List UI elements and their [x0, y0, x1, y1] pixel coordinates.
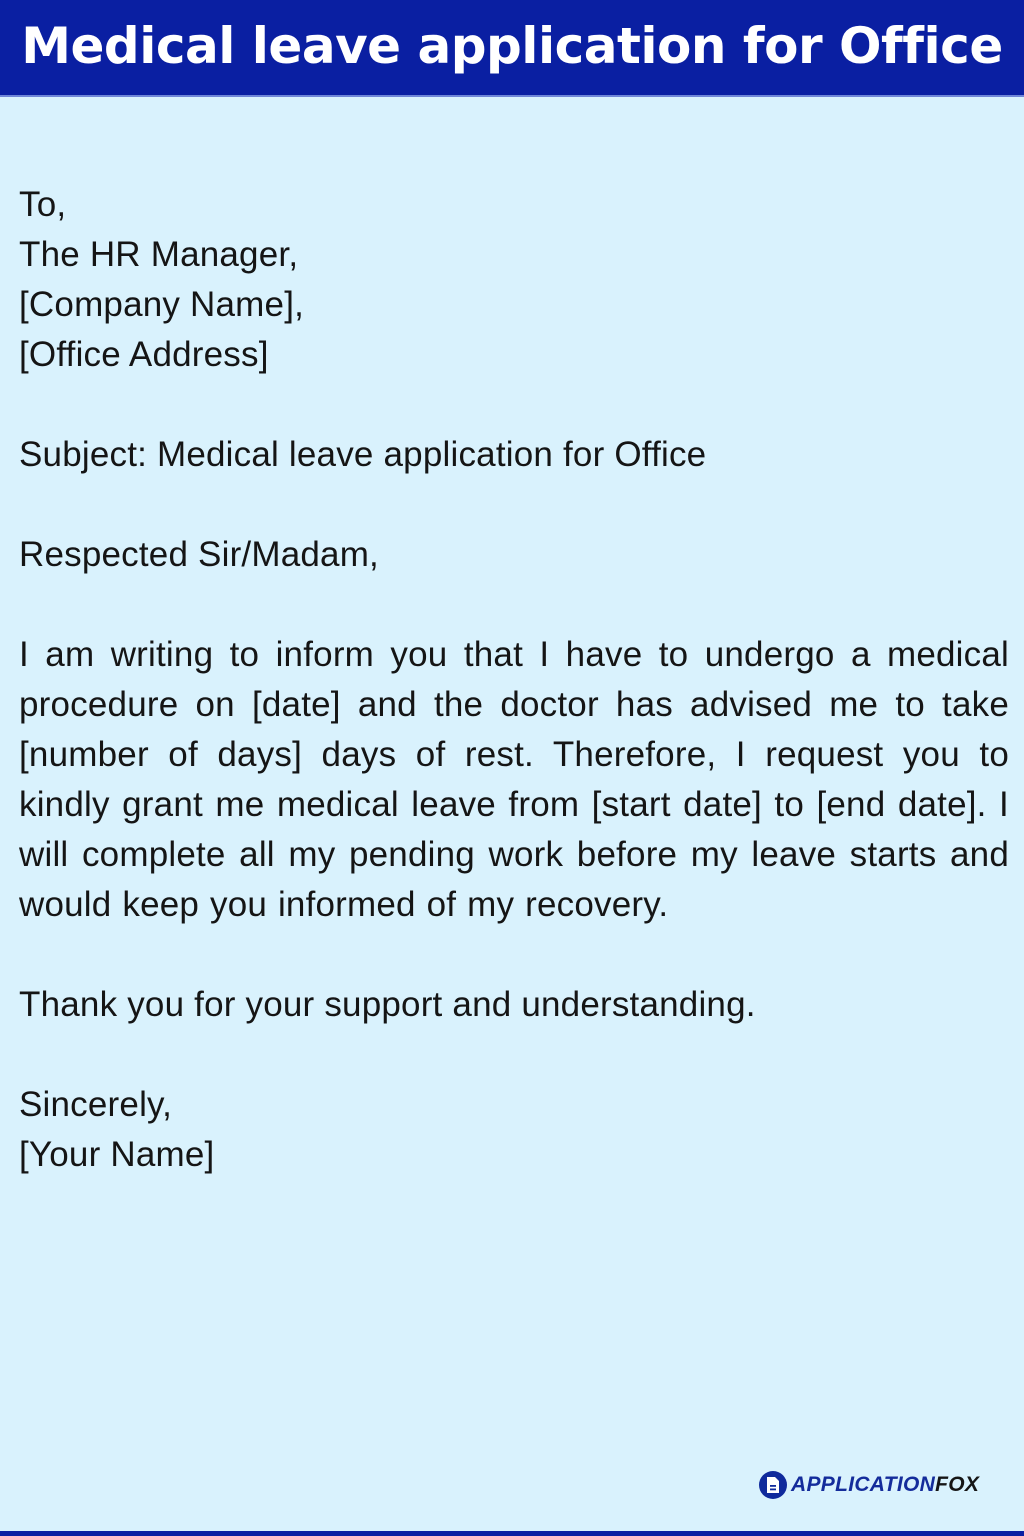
spacer — [19, 930, 1009, 980]
page-title: Medical leave application for Office — [21, 16, 1003, 75]
letter-greeting: Respected Sir/Madam, — [19, 535, 379, 574]
applicationfox-logo — [759, 1470, 979, 1500]
letter-body — [19, 180, 1009, 1180]
salutation-to: To, — [19, 185, 67, 224]
letter-thanks: Thank you for your support and understanding. — [19, 985, 756, 1024]
letter-closing: Sincerely, — [19, 1085, 173, 1124]
spacer — [19, 1030, 1009, 1080]
logo-text-application: APPLICATION — [791, 1473, 936, 1496]
spacer — [19, 380, 1009, 430]
title-banner — [0, 0, 1024, 97]
spacer — [19, 480, 1009, 530]
letter-subject: Subject: Medical leave application for Office — [19, 435, 707, 474]
document-icon — [759, 1471, 787, 1499]
footer-bar — [0, 1531, 1024, 1536]
recipient-designation: The HR Manager, — [19, 235, 299, 274]
recipient-address: [Office Address] — [19, 335, 269, 374]
logo-text-fox: FOX — [935, 1473, 980, 1496]
logo-wordmark — [791, 1473, 979, 1497]
letter-main-paragraph: I am writing to inform you that I have to undergo a medical procedure on [date] and the doctor has advised me to take [number of days] days of rest. Therefore, I request you to kindly grant me medical leave from [start date] to [end date]. I will complete all my pending work before my leave starts and would keep you informed of my recovery. — [19, 635, 1009, 924]
recipient-company: [Company Name], — [19, 285, 305, 324]
letter-signature: [Your Name] — [19, 1135, 215, 1174]
spacer — [19, 580, 1009, 630]
